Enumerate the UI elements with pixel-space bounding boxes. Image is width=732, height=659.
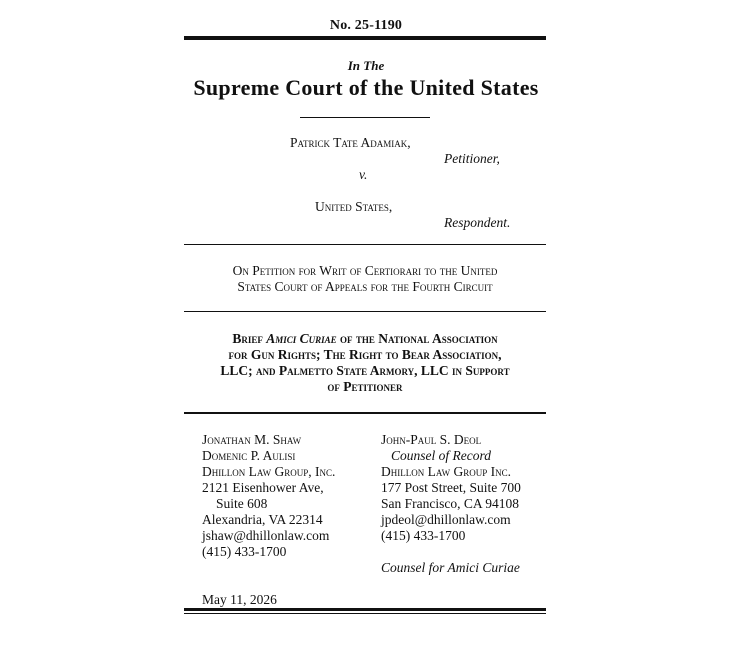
street-address: 177 Post Street, Suite 700	[381, 480, 521, 495]
petition-line-2: States Court of Appeals for the Fourth Circuit	[237, 279, 493, 294]
caption-rule	[184, 244, 546, 245]
in-the-heading: In The	[347, 58, 385, 73]
petition-statement	[184, 263, 546, 295]
docket-number: No. 25-1190	[329, 18, 403, 33]
petitioner-name: Patrick Tate Adamiak,	[290, 135, 411, 150]
counsel-name: John-Paul S. Deol	[381, 432, 482, 447]
firm-name: Dhillon Law Group, Inc.	[202, 464, 336, 479]
counsel-left	[202, 432, 335, 560]
petition-rule	[184, 311, 546, 312]
email: jshaw@dhillonlaw.com	[202, 528, 330, 543]
top-rule	[184, 36, 546, 40]
brief-line-4: of Petitioner	[327, 379, 403, 394]
bottom-rule-thin	[184, 613, 546, 614]
counsel-of-record: Counsel of Record	[391, 448, 491, 463]
counsel-for: Counsel for Amici Curiae	[381, 560, 520, 575]
filing-date: May 11, 2026	[202, 592, 277, 607]
city-state-zip: San Francisco, CA 94108	[381, 496, 519, 511]
email: jpdeol@dhillonlaw.com	[381, 512, 511, 527]
court-divider	[300, 117, 430, 118]
amici-curiae-italic: Amici Curiae	[266, 331, 337, 346]
street-address: 2121 Eisenhower Ave,	[202, 480, 324, 495]
court-name: Supreme Court of the United States	[193, 75, 539, 100]
bottom-rule-thick	[184, 608, 546, 611]
suite: Suite 608	[216, 496, 268, 511]
counsel-name-1: Jonathan M. Shaw	[202, 432, 302, 447]
petition-line-1: On Petition for Writ of Certiorari to the United	[232, 263, 498, 278]
city-state-zip: Alexandria, VA 22314	[202, 512, 323, 527]
brief-line-2: for Gun Rights; The Right to Bear Association,	[228, 347, 502, 362]
phone: (415) 433-1700	[381, 528, 466, 543]
counsel-right	[381, 432, 521, 576]
brief-rule	[184, 412, 546, 414]
phone: (415) 433-1700	[202, 544, 287, 559]
brief-title	[184, 331, 546, 395]
versus: v.	[359, 167, 368, 182]
petitioner-role: Petitioner,	[444, 151, 500, 166]
firm-name: Dhillon Law Group Inc.	[381, 464, 512, 479]
respondent-name: United States,	[315, 199, 393, 214]
respondent-role: Respondent.	[444, 215, 511, 230]
counsel-name-2: Domenic P. Aulisi	[202, 448, 296, 463]
brief-line-3: LLC; and Palmetto State Armory, LLC in Support	[220, 363, 510, 378]
brief-line-1: Brief Amici Curiae of the National Association	[232, 331, 498, 346]
